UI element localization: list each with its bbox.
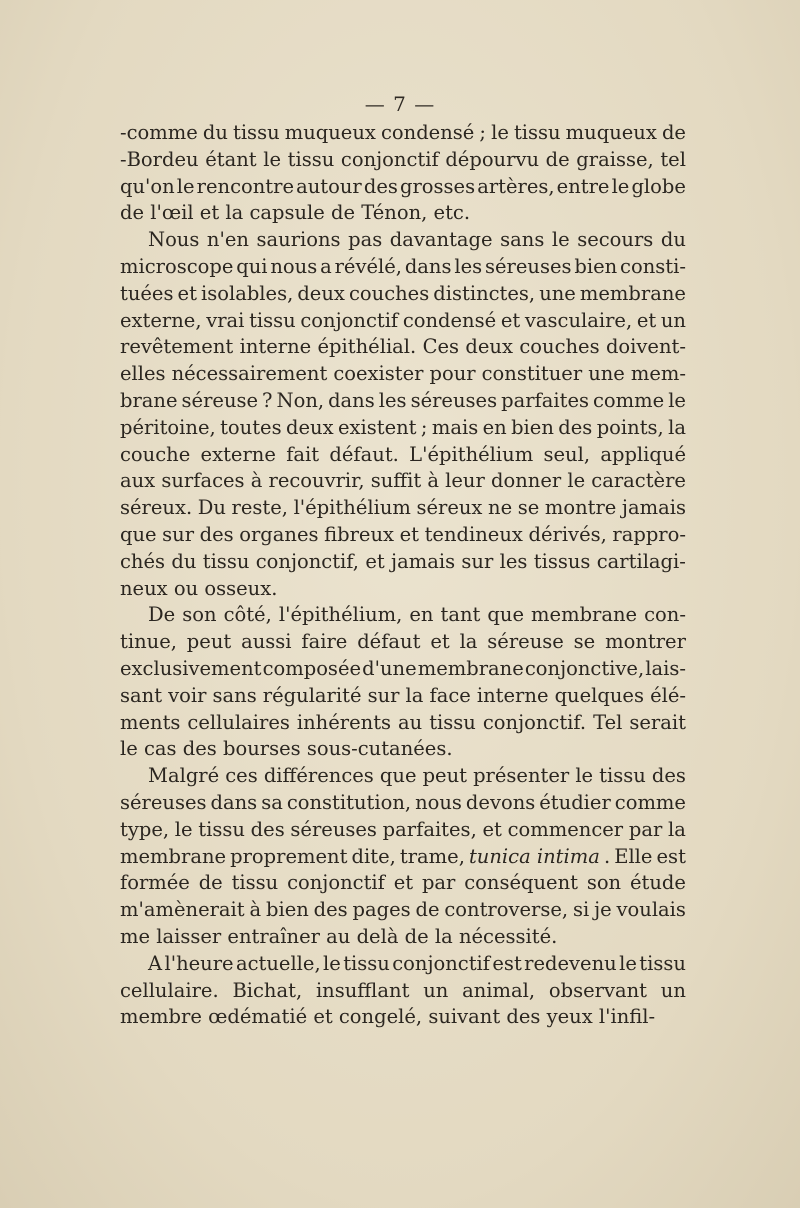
- body-text: [120, 120, 686, 1031]
- text-line: -comme du tissu muqueux condensé ; le tissu muqueux de: [120, 121, 686, 144]
- text-line: exclusivement composée d'une membrane conjonctive, lais-: [120, 656, 686, 680]
- text-line: membre œdématié et congelé, suivant des yeux l'infil-: [120, 1005, 656, 1029]
- italic-term: tunica intima: [468, 844, 600, 868]
- text-line: Nous n'en saurions pas davantage sans le secours du: [148, 228, 686, 252]
- paragraph: [120, 120, 686, 227]
- text-line: brane séreuse ? Non, dans les séreuses parfaites comme le: [120, 388, 686, 412]
- text-line: Malgré ces différences que peut présenter le tissu des: [148, 764, 686, 788]
- text-line: tuées et isolables, deux couches distinctes, une membrane: [120, 281, 686, 305]
- text-line: me laisser entraîner au delà de la nécessité.: [120, 924, 558, 948]
- text-line: péritoine, toutes deux existent ; mais en bien des points, la: [120, 415, 686, 439]
- text-line: le cas des bourses sous-cutanées.: [120, 737, 453, 761]
- text-line: couche externe fait défaut. L'épithélium seul, appliqué: [120, 442, 686, 466]
- text-line: que sur des organes fibreux et tendineux dérivés, rappro-: [120, 522, 686, 546]
- text-line: microscope qui nous a révélé, dans les séreuses bien consti-: [120, 254, 686, 278]
- text-line: sant voir sans régularité sur la face interne quelques élé-: [120, 683, 686, 707]
- text-line: ments cellulaires inhérents au tissu conjonctif. Tel serait: [120, 710, 686, 734]
- page-number: — 7 —: [364, 92, 436, 116]
- text-line: externe, vrai tissu conjonctif condensé et vasculaire, et un: [120, 308, 686, 332]
- text-line: séreux. Du reste, l'épithélium séreux ne se montre jamais: [120, 496, 686, 520]
- text-line: neux ou osseux.: [120, 576, 278, 600]
- text-line: De son côté, l'épithélium, en tant que membrane con-: [148, 603, 686, 627]
- text-line: membrane proprement dite, trame, tunica intima . Elle est: [120, 844, 686, 871]
- text-line: type, le tissu des séreuses parfaites, et commencer par la: [120, 817, 686, 841]
- paragraph: [120, 951, 686, 1031]
- text-line: -Bordeu étant le tissu conjonctif dépourvu de graisse, tel: [120, 147, 686, 171]
- text-line: séreuses dans sa constitution, nous devons étudier comme: [120, 790, 686, 814]
- text-line: chés du tissu conjonctif, et jamais sur les tissus cartilagi-: [120, 549, 686, 573]
- text-line: tinue, peut aussi faire défaut et la séreuse se montrer: [120, 630, 686, 654]
- text-line: formée de tissu conjonctif et par conséquent son étude: [120, 871, 686, 895]
- text-line: de l'œil et la capsule de Ténon, etc.: [120, 201, 471, 225]
- text-line: m'amènerait à bien des pages de controverse, si je voulais: [120, 898, 686, 922]
- paragraph: [120, 602, 686, 763]
- text-line: qu'on le rencontre autour des grosses artères, entre le globe: [120, 174, 686, 198]
- text-line: revêtement interne épithélial. Ces deux couches doivent-: [120, 335, 686, 359]
- paragraph: [120, 763, 686, 951]
- text-line: aux surfaces à recouvrir, suffit à leur donner le caractère: [120, 469, 686, 493]
- text-line: cellulaire. Bichat, insufflant un animal, observant un: [120, 978, 686, 1002]
- text-line: A l'heure actuelle, le tissu conjonctif est redevenu le tissu: [148, 951, 686, 975]
- paragraph: [120, 227, 686, 602]
- text-line: elles nécessairement coexister pour constituer une mem-: [120, 362, 686, 386]
